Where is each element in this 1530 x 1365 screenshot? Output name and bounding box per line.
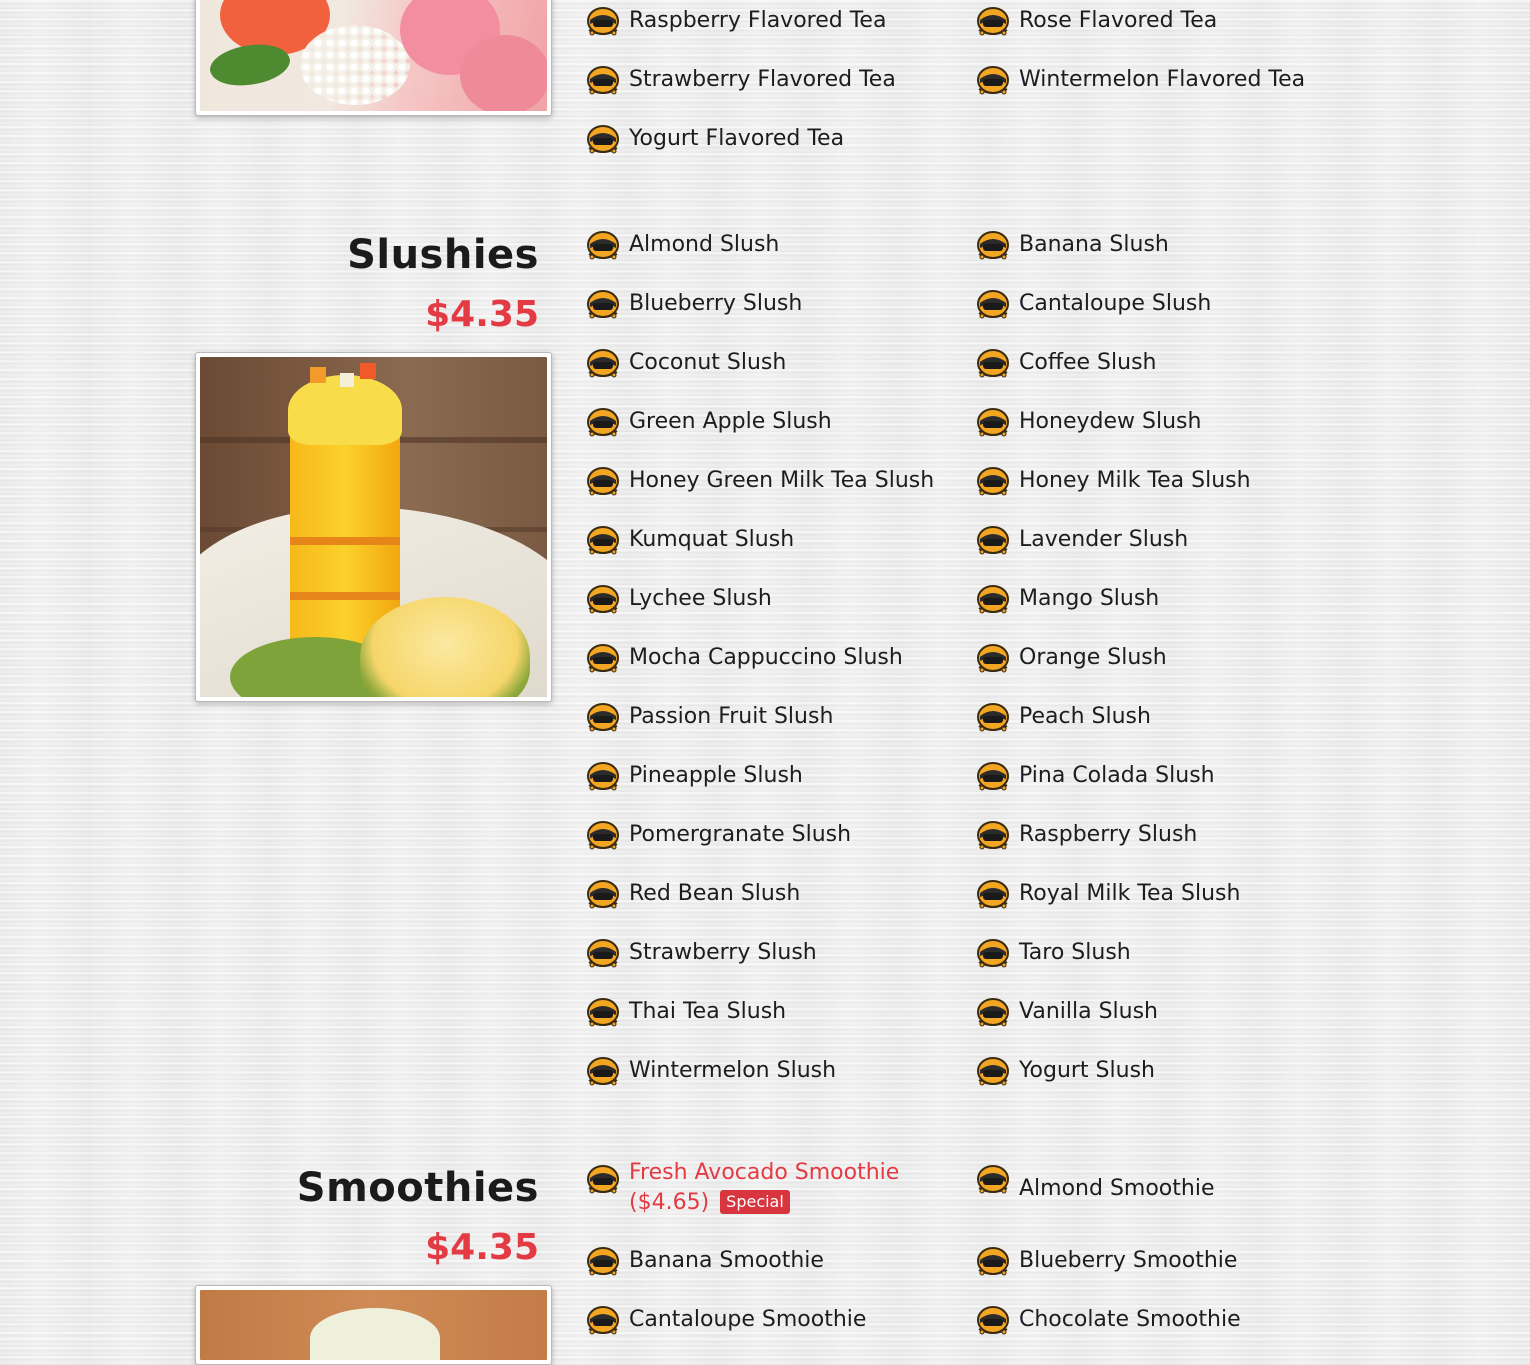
item-label: Mango Slush xyxy=(1019,585,1160,611)
boba-mascot-icon xyxy=(975,1162,1011,1194)
boba-mascot-icon xyxy=(975,1303,1011,1335)
boba-mascot-icon xyxy=(975,405,1011,437)
boba-mascot-icon xyxy=(585,405,621,437)
list-item[interactable] xyxy=(975,873,1240,913)
item-label: Taro Slush xyxy=(1019,939,1131,965)
item-label: Orange Slush xyxy=(1019,644,1167,670)
boba-mascot-icon xyxy=(975,818,1011,850)
item-label: Mocha Cappuccino Slush xyxy=(629,644,903,670)
boba-mascot-icon xyxy=(585,523,621,555)
list-item[interactable] xyxy=(585,696,833,736)
list-item[interactable] xyxy=(975,0,1217,40)
list-item[interactable] xyxy=(975,1240,1237,1280)
list-item[interactable] xyxy=(585,59,896,99)
item-label: Cantaloupe Smoothie xyxy=(629,1306,867,1332)
list-item[interactable] xyxy=(975,1050,1155,1090)
boba-mascot-icon xyxy=(975,228,1011,260)
item-label: Wintermelon Slush xyxy=(629,1057,837,1083)
boba-mascot-icon xyxy=(585,287,621,319)
boba-mascot-icon xyxy=(975,4,1011,36)
boba-mascot-icon xyxy=(975,877,1011,909)
boba-mascot-icon xyxy=(975,700,1011,732)
boba-mascot-icon xyxy=(585,877,621,909)
boba-mascot-icon xyxy=(975,641,1011,673)
list-item[interactable] xyxy=(585,1050,836,1090)
item-label: Passion Fruit Slush xyxy=(629,703,834,729)
list-item[interactable] xyxy=(585,578,772,618)
list-item[interactable] xyxy=(975,637,1167,677)
item-label: Wintermelon Flavored Tea xyxy=(1019,66,1306,92)
boba-mascot-icon xyxy=(585,464,621,496)
item-label: Coffee Slush xyxy=(1019,349,1157,375)
smoothies-photo xyxy=(195,1285,552,1365)
section-title-slushies: Slushies xyxy=(347,232,539,278)
boba-mascot-icon xyxy=(975,1054,1011,1086)
list-item[interactable] xyxy=(975,224,1169,264)
item-label: Cantaloupe Slush xyxy=(1019,290,1212,316)
boba-mascot-icon xyxy=(975,1244,1011,1276)
list-item[interactable] xyxy=(585,401,832,441)
item-label: Lavender Slush xyxy=(1019,526,1189,552)
item-label: Honey Green Milk Tea Slush xyxy=(629,467,935,493)
item-label: Coconut Slush xyxy=(629,349,787,375)
list-item[interactable] xyxy=(585,814,851,854)
item-label: Chocolate Smoothie xyxy=(1019,1306,1241,1332)
list-item[interactable] xyxy=(585,519,794,559)
list-item[interactable] xyxy=(975,1299,1241,1339)
boba-mascot-icon xyxy=(585,1054,621,1086)
list-item-special[interactable] xyxy=(585,1158,915,1228)
section-price-smoothies: $4.35 xyxy=(425,1227,539,1268)
list-item[interactable] xyxy=(585,932,817,972)
item-label: Almond Smoothie xyxy=(1019,1175,1215,1201)
item-label: Almond Slush xyxy=(629,231,780,257)
boba-mascot-icon xyxy=(585,4,621,36)
item-label: Rose Flavored Tea xyxy=(1019,7,1218,33)
boba-mascot-icon xyxy=(585,641,621,673)
item-label: Strawberry Slush xyxy=(629,939,817,965)
list-item[interactable] xyxy=(585,755,803,795)
boba-mascot-icon xyxy=(585,1244,621,1276)
list-item[interactable] xyxy=(975,696,1151,736)
boba-mascot-icon xyxy=(975,287,1011,319)
item-label: Raspberry Slush xyxy=(1019,821,1198,847)
list-item[interactable] xyxy=(585,460,934,500)
boba-mascot-icon xyxy=(585,1162,621,1194)
boba-mascot-icon xyxy=(975,995,1011,1027)
boba-mascot-icon xyxy=(585,1303,621,1335)
boba-mascot-icon xyxy=(585,700,621,732)
item-label: Pina Colada Slush xyxy=(1019,762,1215,788)
item-label: Banana Slush xyxy=(1019,231,1169,257)
list-item[interactable] xyxy=(585,0,886,40)
boba-mascot-icon xyxy=(585,818,621,850)
tea-photo xyxy=(195,0,552,116)
item-label: Kumquat Slush xyxy=(629,526,795,552)
list-item[interactable] xyxy=(585,1299,866,1339)
boba-mascot-icon xyxy=(975,936,1011,968)
item-label: Honeydew Slush xyxy=(1019,408,1202,434)
section-title-smoothies: Smoothies xyxy=(296,1165,539,1211)
boba-mascot-icon xyxy=(585,582,621,614)
list-item[interactable] xyxy=(585,1240,824,1280)
list-item[interactable] xyxy=(585,873,800,913)
boba-mascot-icon xyxy=(585,936,621,968)
item-label: Raspberry Flavored Tea xyxy=(629,7,887,33)
list-item[interactable] xyxy=(975,932,1131,972)
item-label: Yogurt Flavored Tea xyxy=(629,125,845,151)
list-item[interactable] xyxy=(585,283,802,323)
section-price-slushies: $4.35 xyxy=(425,294,539,335)
item-label: Lychee Slush xyxy=(629,585,772,611)
item-label: Banana Smoothie xyxy=(629,1247,824,1273)
item-label: Peach Slush xyxy=(1019,703,1151,729)
list-item[interactable] xyxy=(975,755,1215,795)
item-label: Green Apple Slush xyxy=(629,408,832,434)
boba-mascot-icon xyxy=(585,995,621,1027)
list-item[interactable] xyxy=(585,224,779,264)
boba-mascot-icon xyxy=(975,582,1011,614)
item-label: Red Bean Slush xyxy=(629,880,801,906)
slushies-photo xyxy=(195,352,552,702)
list-item[interactable] xyxy=(975,342,1156,382)
list-item[interactable] xyxy=(975,59,1305,99)
special-item-label: Fresh Avocado Smoothie ($4.65) Special xyxy=(629,1160,900,1215)
boba-mascot-icon xyxy=(975,464,1011,496)
boba-mascot-icon xyxy=(975,346,1011,378)
special-badge: Special xyxy=(720,1190,790,1214)
list-item[interactable] xyxy=(975,460,1251,500)
boba-mascot-icon xyxy=(585,346,621,378)
item-label: Pomergranate Slush xyxy=(629,821,852,847)
item-label: Honey Milk Tea Slush xyxy=(1019,467,1251,493)
list-item[interactable] xyxy=(585,637,903,677)
item-label: Vanilla Slush xyxy=(1019,998,1159,1024)
list-item[interactable] xyxy=(585,118,844,158)
item-label: Yogurt Slush xyxy=(1019,1057,1155,1083)
boba-mascot-icon xyxy=(585,228,621,260)
boba-mascot-icon xyxy=(975,759,1011,791)
list-item[interactable] xyxy=(975,578,1159,618)
boba-mascot-icon xyxy=(585,63,621,95)
boba-mascot-icon xyxy=(975,523,1011,555)
boba-mascot-icon xyxy=(975,63,1011,95)
list-item[interactable] xyxy=(975,814,1197,854)
item-label: Strawberry Flavored Tea xyxy=(629,66,896,92)
list-item[interactable] xyxy=(585,342,786,382)
item-label: Thai Tea Slush xyxy=(629,998,787,1024)
list-item[interactable] xyxy=(975,991,1158,1031)
list-item[interactable] xyxy=(585,991,786,1031)
list-item[interactable] xyxy=(975,1168,1215,1208)
list-item[interactable] xyxy=(975,401,1201,441)
list-item[interactable] xyxy=(975,283,1211,323)
item-label: Royal Milk Tea Slush xyxy=(1019,880,1241,906)
item-label: Blueberry Slush xyxy=(629,290,803,316)
item-label: Pineapple Slush xyxy=(629,762,803,788)
item-label: Blueberry Smoothie xyxy=(1019,1247,1238,1273)
boba-mascot-icon xyxy=(585,122,621,154)
list-item[interactable] xyxy=(975,519,1188,559)
boba-mascot-icon xyxy=(585,759,621,791)
